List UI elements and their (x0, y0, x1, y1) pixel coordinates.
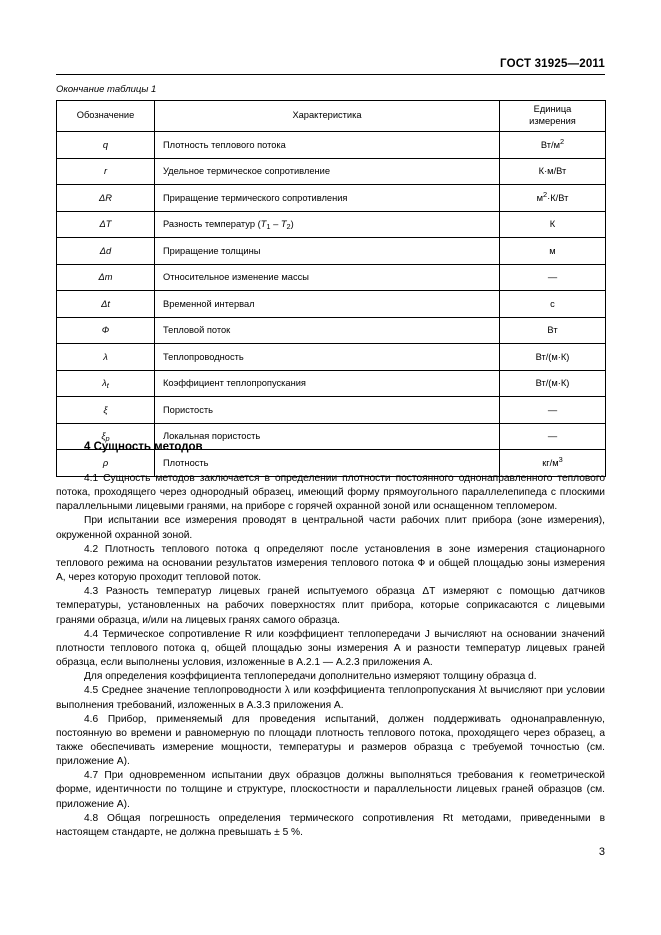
cell-unit: — (500, 423, 606, 450)
table-row (57, 238, 606, 265)
cell-description: Локальная пористость (155, 423, 500, 450)
paragraph: 4.2 Плотность теплового потока q определяют после установления в зоне измерения стационарного теплового режима на основании результатов измерения теплового потока Ф и общей площадью зоны измерения A, через которую проходит тепловой поток. (56, 543, 605, 584)
table-row (57, 211, 606, 238)
cell-symbol: ΔR (57, 185, 155, 212)
cell-symbol: r (57, 158, 155, 185)
cell-description: Удельное термическое сопротивление (155, 158, 500, 185)
table-row (57, 344, 606, 371)
section-body (56, 472, 605, 840)
paragraph: При испытании все измерения проводят в центральной части рабочих плит прибора (зоне измерения), окруженной охранной зоной. (56, 515, 605, 541)
cell-unit: $Вт/м^2$ (500, 132, 606, 159)
table-row (57, 132, 606, 159)
column-header-unit: Единица измерения (500, 101, 606, 132)
cell-description: Тепловой поток (155, 317, 500, 344)
paragraph: 4.6 Прибор, применяемый для проведения испытаний, должен поддерживать однонаправленную, постоянную во времени и равномерную по площади плотность теплового потока, проходящего через образец, а также обеспечивать измерение мощности, температуры и размеров образца с требуемой точностью (см. приложение А). (56, 713, 605, 768)
cell-symbol: Ф (57, 317, 155, 344)
cell-unit: К·м/Вт (500, 158, 606, 185)
table-row (57, 291, 606, 318)
table-row (57, 370, 606, 397)
cell-description: Приращение термического сопротивления (155, 185, 500, 212)
cell-symbol: ΔT (57, 211, 155, 238)
cell-description: Теплопроводность (155, 344, 500, 371)
paragraph: 4.5 Среднее значение теплопроводности λ или коэффициента теплопропускания λt вычисляют при условии выполнения требований, изложенных в А.3.3 приложения А. (56, 685, 605, 711)
cell-symbol: $\xi_p$ (57, 423, 155, 450)
table-row (57, 185, 606, 212)
paragraph: 4.4 Термическое сопротивление R или коэффициент теплопередачи J вычисляют на основании значений плотности теплового потока q, общей площадью зоны измерения A и разности температур лицевых граней образца, если выполнены условия, изложенные в А.2.1 — А.2.3 приложения А. (56, 628, 605, 669)
cell-unit: $кг/м^3$ (500, 450, 606, 477)
page-number: 3 (598, 846, 605, 858)
cell-description: Разность температур $(T_1 - T_2)$ (155, 211, 500, 238)
standard-number: ГОСТ 31925—2011 (500, 58, 605, 70)
cell-description: Приращение толщины (155, 238, 500, 265)
cell-symbol: Δm (57, 264, 155, 291)
table-row (57, 397, 606, 424)
cell-symbol: Δd (57, 238, 155, 265)
cell-description: Временной интервал (155, 291, 500, 318)
paragraph: 4.1 Сущность методов заключается в определении плотности постоянного однонаправленного теплового потока, проходящего через однородный образец, имеющий форму прямоугольного параллелепипеда с плоскими параллельными лицевыми гранями, на приборе с горячей охранной зоной или оснащенном тепломером. (56, 473, 605, 513)
table-row (57, 317, 606, 344)
cell-description: Относительное изменение массы (155, 264, 500, 291)
cell-description: Коэффициент теплопропускания (155, 370, 500, 397)
table-header-row (57, 101, 606, 132)
paragraph: Для определения коэффициента теплопередачи дополнительно измеряют толщину образца d. (84, 671, 537, 683)
cell-unit: К (500, 211, 606, 238)
cell-symbol: λ (57, 344, 155, 371)
cell-symbol: $\lambda_t$ (57, 370, 155, 397)
cell-description: Плотность (155, 450, 500, 477)
cell-description: Плотность теплового потока (155, 132, 500, 159)
cell-unit: $м^2\cdot К/Вт$ (500, 185, 606, 212)
page-header (56, 58, 605, 75)
cell-unit: — (500, 264, 606, 291)
paragraph: 4.8 Общая погрешность определения термического сопротивления Rt методами, приведенными в настоящем стандарте, не должна превышать ± 5 %. (56, 812, 605, 838)
cell-symbol: ξ (57, 397, 155, 424)
cell-unit: Вт/(м·К) (500, 344, 606, 371)
symbols-table (56, 100, 606, 477)
table-row (57, 264, 606, 291)
cell-unit: — (500, 397, 606, 424)
table-caption: Окончание таблицы 1 (56, 84, 157, 95)
table-row (57, 158, 606, 185)
section-heading: 4 Сущность методов (84, 441, 203, 453)
column-header-symbol: Обозначение (57, 101, 155, 132)
cell-symbol: ρ (57, 450, 155, 477)
cell-unit: Вт (500, 317, 606, 344)
cell-symbol: Δt (57, 291, 155, 318)
cell-unit: м (500, 238, 606, 265)
header-rule (56, 74, 605, 75)
cell-symbol: q (57, 132, 155, 159)
cell-unit: Вт/(м·К) (500, 370, 606, 397)
cell-description: Пористость (155, 397, 500, 424)
paragraph: 4.3 Разность температур лицевых граней испытуемого образца ΔT измеряют с помощью датчиков температуры, установленных на рабочих поверхностях плит прибора, которые соприкасаются с лицевыми гранями образца, и/или на лицевых гранях самого образца. (56, 586, 605, 626)
cell-unit: с (500, 291, 606, 318)
column-header-characteristic: Характеристика (155, 101, 500, 132)
paragraph: 4.7 При одновременном испытании двух образцов должны выполняться требования к геометрической форме, идентичности по толщине и структуре, плоскостности и параллельности лицевых граней образцов (см. приложение А). (56, 770, 605, 810)
